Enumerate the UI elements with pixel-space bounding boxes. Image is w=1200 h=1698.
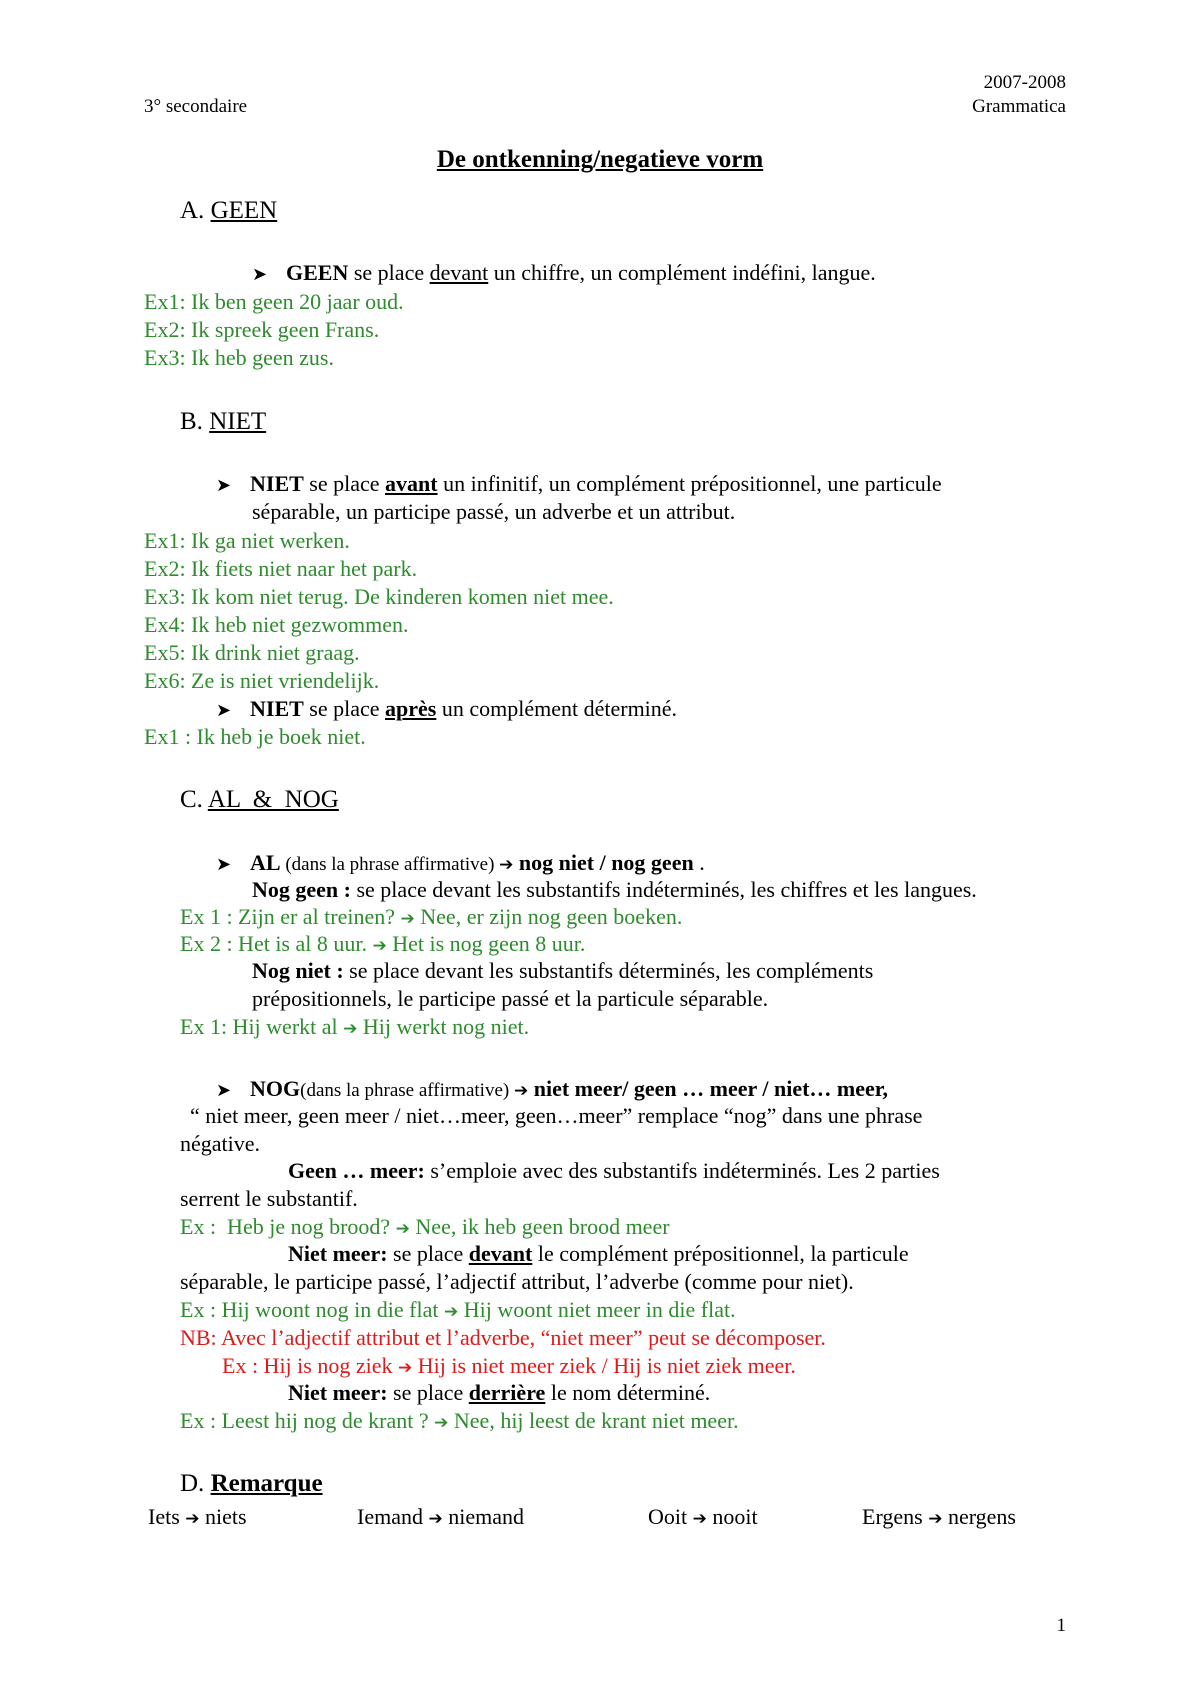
positive-word: Ooit bbox=[648, 1504, 688, 1529]
negative-word: nergens bbox=[947, 1504, 1016, 1529]
negative-word: niets bbox=[205, 1504, 247, 1529]
example-line: Ex3: Ik heb geen zus. bbox=[144, 345, 334, 370]
arrowhead-bullet-icon: ➤ bbox=[252, 264, 268, 285]
rule-keyword: AL bbox=[250, 850, 281, 875]
rule-label: Niet meer: bbox=[288, 1380, 388, 1405]
niet-meer-rule-1-continued: séparable, le participe passé, l’adjectif attribut, l’adverbe (comme pour niet). bbox=[180, 1269, 854, 1294]
right-arrow-icon: ➔ bbox=[372, 936, 387, 956]
right-arrow-icon: ➔ bbox=[400, 909, 415, 929]
negative-word: niemand bbox=[448, 1504, 524, 1529]
example-line: Ex2: Ik spreek geen Frans. bbox=[144, 317, 380, 342]
example-line: Ex6: Ze is niet vriendelijk. bbox=[144, 668, 380, 693]
rule-label: Geen … meer: bbox=[288, 1158, 425, 1183]
example-line: Ex1: Ik ben geen 20 jaar oud. bbox=[144, 289, 404, 314]
rule-text: se place bbox=[387, 1380, 469, 1405]
right-arrow-icon: ➔ bbox=[428, 1509, 443, 1529]
rule-keyword-position: devant bbox=[468, 1241, 533, 1266]
note-nb: NB: Avec l’adjectif attribut et l’adverbe, “niet meer” peut se décomposer. bbox=[180, 1325, 826, 1350]
rule-label: Niet meer: bbox=[288, 1241, 388, 1266]
rule-keyword: NIET bbox=[250, 696, 304, 721]
arrowhead-bullet-icon: ➤ bbox=[216, 854, 232, 875]
rule-keyword: NOG bbox=[250, 1076, 301, 1101]
example-question: Ex : Hij is nog ziek bbox=[222, 1353, 398, 1378]
remark-pair bbox=[862, 1503, 1016, 1533]
rule-keyword-position: avant bbox=[385, 471, 438, 496]
example-line bbox=[180, 1213, 670, 1243]
rule-text: se place bbox=[303, 696, 386, 721]
section-b-rule-1-continued: séparable, un participe passé, un adverbe et un attribut. bbox=[252, 499, 736, 524]
rule-result: niet meer/ geen … meer / niet… meer, bbox=[528, 1076, 889, 1101]
section-c-title: AL & NOG bbox=[207, 786, 339, 813]
example-answer: Nee, hij leest de krant niet meer. bbox=[448, 1408, 739, 1433]
section-b-heading bbox=[180, 408, 266, 436]
al-rule bbox=[216, 849, 705, 879]
rule-keyword-position: derrière bbox=[468, 1380, 546, 1405]
nog-explanation: “ niet meer, geen meer / niet…meer, geen…meer” remplace “nog” dans une phrase bbox=[190, 1103, 923, 1128]
rule-text: un infinitif, un complément prépositionnel, une particule bbox=[437, 471, 942, 496]
section-b-letter: B. bbox=[180, 408, 203, 435]
right-arrow-icon: ➔ bbox=[928, 1509, 943, 1529]
right-arrow-icon: ➔ bbox=[692, 1509, 707, 1529]
nog-niet-rule-continued: prépositionnels, le participe passé et la particule séparable. bbox=[252, 986, 769, 1011]
section-a-heading bbox=[180, 197, 277, 225]
rule-result: nog niet / nog geen bbox=[513, 850, 694, 875]
right-arrow-icon: ➔ bbox=[397, 1358, 413, 1378]
rule-text: . bbox=[693, 850, 705, 875]
example-answer: Nee, ik heb geen brood meer bbox=[409, 1214, 670, 1239]
example-answer: Het is nog geen 8 uur. bbox=[386, 931, 586, 956]
example-answer: Hij woont niet meer in die flat. bbox=[458, 1297, 736, 1322]
section-b-title: NIET bbox=[209, 408, 267, 435]
geen-meer-rule-continued: serrent le substantif. bbox=[180, 1186, 358, 1211]
right-arrow-icon: ➔ bbox=[499, 855, 514, 875]
section-d-title: Remarque bbox=[210, 1470, 323, 1497]
niet-meer-rule-2 bbox=[288, 1379, 710, 1407]
note-nb-example bbox=[222, 1352, 796, 1382]
rule-keyword-position: devant bbox=[429, 260, 489, 285]
rule-text: se place bbox=[348, 260, 430, 285]
arrowhead-bullet-icon: ➤ bbox=[216, 700, 232, 721]
rule-text: se place bbox=[387, 1241, 469, 1266]
nog-explanation-continued: négative. bbox=[180, 1131, 261, 1156]
example-answer: Hij is niet meer ziek / Hij is niet ziek meer. bbox=[412, 1353, 796, 1378]
example-question: Ex 2 : Het is al 8 uur. bbox=[180, 931, 373, 956]
positive-word: Iemand bbox=[357, 1504, 423, 1529]
section-a-letter: A. bbox=[180, 197, 205, 224]
rule-label: Nog geen : bbox=[252, 877, 351, 902]
nog-rule bbox=[216, 1075, 888, 1105]
negative-word: nooit bbox=[712, 1504, 758, 1529]
right-arrow-icon: ➔ bbox=[185, 1509, 200, 1529]
rule-text: un complément déterminé. bbox=[436, 696, 678, 721]
section-d-heading bbox=[180, 1470, 323, 1498]
section-a-rule bbox=[252, 259, 876, 289]
example-line bbox=[180, 1013, 529, 1043]
remark-pair bbox=[148, 1503, 247, 1533]
nog-niet-rule bbox=[252, 957, 873, 985]
right-arrow-icon: ➔ bbox=[434, 1413, 449, 1433]
rule-text: un chiffre, un complément indéfini, langue. bbox=[488, 260, 876, 285]
header-school-year: 2007-2008 bbox=[983, 72, 1066, 93]
rule-note: (dans la phrase affirmative) bbox=[280, 854, 500, 875]
rule-keyword: NIET bbox=[250, 471, 304, 496]
rule-text: se place devant les substantifs déterminés, les compléments bbox=[343, 958, 874, 983]
remark-pair bbox=[648, 1503, 758, 1533]
example-line: Ex5: Ik drink niet graag. bbox=[144, 640, 360, 665]
niet-meer-rule-1 bbox=[288, 1240, 909, 1268]
right-arrow-icon: ➔ bbox=[395, 1219, 410, 1239]
rule-text: s’emploie avec des substantifs indéterminés. Les 2 parties bbox=[424, 1158, 940, 1183]
example-question: Ex 1 : Zijn er al treinen? bbox=[180, 904, 401, 929]
rule-text: le complément prépositionnel, la particule bbox=[532, 1241, 909, 1266]
example-question: Ex : Leest hij nog de krant ? bbox=[180, 1408, 435, 1433]
right-arrow-icon: ➔ bbox=[443, 1302, 459, 1322]
section-c-heading bbox=[180, 786, 339, 814]
header-class-level: 3° secondaire bbox=[144, 96, 248, 117]
header-subject: Grammatica bbox=[972, 96, 1066, 117]
geen-meer-rule bbox=[288, 1157, 940, 1185]
remark-pair bbox=[357, 1503, 524, 1533]
section-b-rule-1 bbox=[216, 470, 942, 500]
right-arrow-icon: ➔ bbox=[513, 1081, 529, 1101]
page-title: De ontkenning/negatieve vorm bbox=[436, 146, 764, 173]
example-question: Ex : Hij woont nog in die flat bbox=[180, 1297, 444, 1322]
section-b-rule-2 bbox=[216, 695, 677, 725]
example-line: Ex2: Ik fiets niet naar het park. bbox=[144, 556, 418, 581]
rule-text: se place bbox=[303, 471, 386, 496]
example-answer: Nee, er zijn nog geen boeken. bbox=[414, 904, 683, 929]
rule-text: se place devant les substantifs indéterminés, les chiffres et les langues. bbox=[350, 877, 977, 902]
page-number: 1 bbox=[1056, 1615, 1066, 1636]
example-line: Ex3: Ik kom niet terug. De kinderen komen niet mee. bbox=[144, 584, 614, 609]
rule-label: Nog niet : bbox=[252, 958, 344, 983]
arrowhead-bullet-icon: ➤ bbox=[216, 475, 232, 496]
example-answer: Hij werkt nog niet. bbox=[357, 1014, 530, 1039]
rule-note: (dans la phrase affirmative) bbox=[300, 1080, 514, 1101]
example-line bbox=[180, 930, 585, 960]
right-arrow-icon: ➔ bbox=[343, 1019, 358, 1039]
rule-keyword-position: après bbox=[385, 696, 437, 721]
example-line bbox=[180, 903, 682, 933]
section-c-letter: C. bbox=[180, 786, 203, 813]
arrowhead-bullet-icon: ➤ bbox=[216, 1080, 232, 1101]
example-question: Ex 1: Hij werkt al bbox=[180, 1014, 344, 1039]
positive-word: Iets bbox=[148, 1504, 180, 1529]
example-line bbox=[180, 1296, 736, 1326]
nog-geen-rule bbox=[252, 876, 977, 904]
positive-word: Ergens bbox=[862, 1504, 923, 1529]
section-d-letter: D. bbox=[180, 1470, 205, 1497]
section-a-title: GEEN bbox=[210, 197, 278, 224]
rule-keyword: GEEN bbox=[286, 260, 349, 285]
example-line: Ex4: Ik heb niet gezwommen. bbox=[144, 612, 409, 637]
rule-text: le nom déterminé. bbox=[545, 1380, 711, 1405]
example-line: Ex1: Ik ga niet werken. bbox=[144, 528, 350, 553]
example-line: Ex1 : Ik heb je boek niet. bbox=[144, 724, 366, 749]
example-line bbox=[180, 1407, 739, 1437]
example-question: Ex : Heb je nog brood? bbox=[180, 1214, 396, 1239]
